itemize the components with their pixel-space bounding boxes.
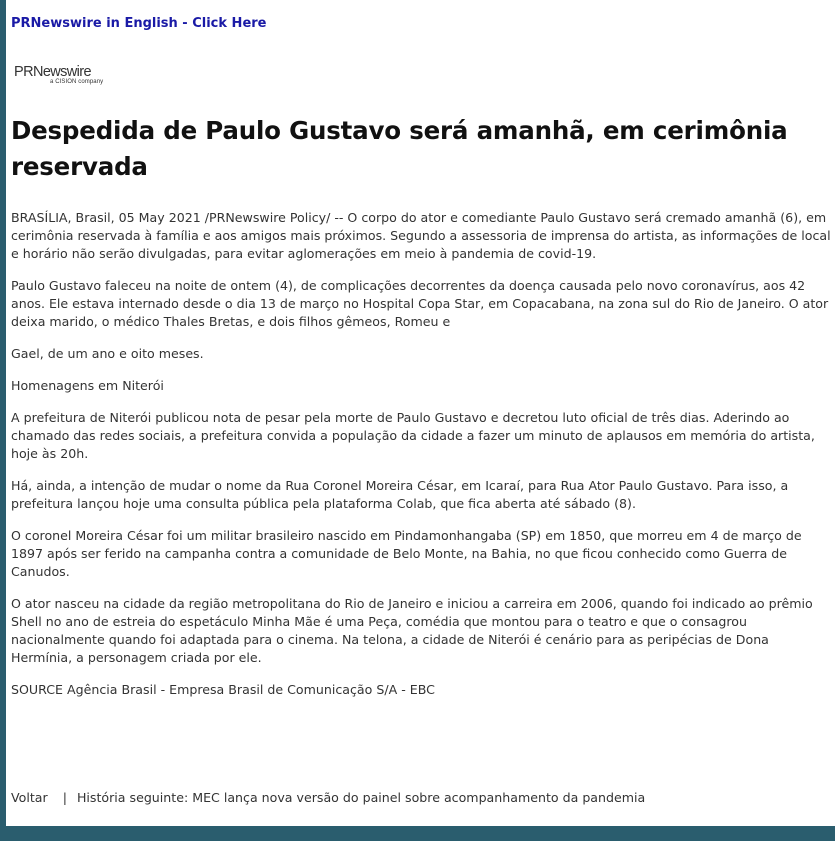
article-paragraph: A prefeitura de Niterói publicou nota de pesar pela morte de Paulo Gustavo e decretou luto oficial de três dias. Aderindo ao chamado das redes sociais, a prefeitura convida a população da cidade a fazer um minuto de aplausos em memória do artista, hoje às 20h. [11,410,815,461]
article-title: Despedida de Paulo Gustavo será amanhã, em cerimônia reservada [11,116,788,181]
article-paragraph: Gael, de um ano e oito meses. [11,346,204,361]
english-link[interactable]: PRNewswire in English - Click Here [11,16,267,31]
section-heading: Homenagens em Niterói [11,378,164,393]
article-paragraph: O ator nasceu na cidade da região metropolitana do Rio de Janeiro e iniciou a carreira em 2006, quando foi indicado ao prêmio Shell no ano de estreia do espetáculo Minha Mãe é uma Peça, comédia que montou para o teatro e que o consagrou nacionalmente quando foi adaptada para o cinema. Na telona, a cidade de Niterói é cenário para as peripécias de Dona Hermínia, a personagem criada por ele. [11,596,813,665]
footer-navigation [11,789,834,807]
page-content [6,0,835,826]
article-paragraph: O coronel Moreira César foi um militar brasileiro nascido em Pindamonhangaba (SP) em 1850, que morreu em 4 de março de 1897 após ser ferido na campanha contra a comunidade de Belo Monte, na Bahia, no que ficou conhecido como Guerra de Canudos. [11,528,802,579]
source-line: SOURCE Agência Brasil - Empresa Brasil de Comunicação S/A - EBC [11,682,435,697]
article-paragraph: Paulo Gustavo faleceu na noite de ontem (4), de complicações decorrentes da doença causada pelo novo coronavírus, aos 42 anos. Ele estava internado desde o dia 13 de março no Hospital Copa Star, em Copacabana, na zona sul do Rio de Janeiro. O ator deixa marido, o médico Thales Bretas, e dois filhos gêmeos, Romeu e [11,278,829,329]
article-paragraph: BRASÍLIA, Brasil, 05 May 2021 /PRNewswire Policy/ -- O corpo do ator e comediante Paulo Gustavo será cremado amanhã (6), em cerimônia reservada à família e aos amigos mais próximos. Segundo a assessoria de imprensa do artista, as informações de local e horário não serão divulgadas, para evitar aglomerações em meio à pandemia de covid-19. [11,210,831,261]
next-story-link[interactable]: História seguinte: MEC lança nova versão do painel sobre acompanhamento da pandemia [76,790,646,805]
article-paragraph: Há, ainda, a intenção de mudar o nome da Rua Coronel Moreira César, em Icaraí, para Rua Ator Paulo Gustavo. Para isso, a prefeitura lançou hoje uma consulta pública pela plataforma Colab, que fica aberta até sábado (8). [11,478,789,511]
logo-tagline: a CISION company [50,79,104,85]
prnewswire-logo [14,64,106,88]
logo-wordmark: PRNewswire [14,64,91,80]
article-body [11,209,834,713]
nav-separator: | [62,790,67,805]
back-link[interactable]: Voltar [11,790,48,805]
